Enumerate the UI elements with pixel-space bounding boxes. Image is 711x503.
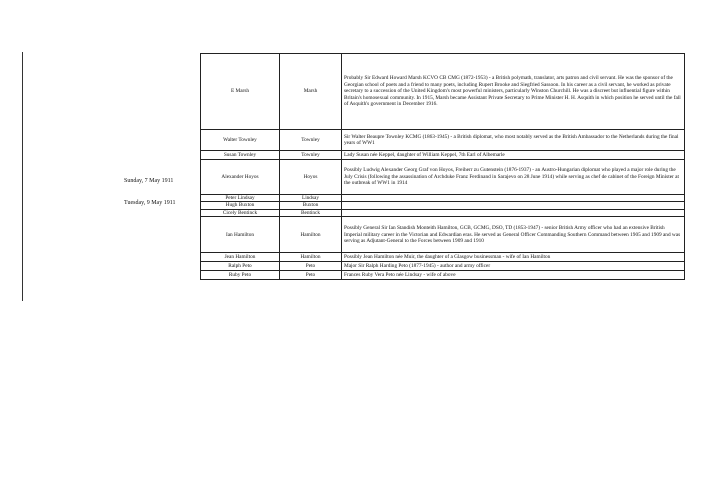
person-surname: Bentinck bbox=[280, 209, 342, 216]
person-name: E Marsh bbox=[201, 54, 280, 130]
person-note: Possibly General Sir Ian Standish Monteith Hamilton, GCB, GCMG, DSO, TD (1853-1947) - senior British Army officer who had an extensive British Imperial military career in the Victorian and Edwardian eras. He served as General Officer Commanding Southern Command between 1905 and 1909 and was serving as Adjutant-General to the Forces between 1909 and 1910 bbox=[342, 217, 685, 253]
date-label-tuesday: Tuesday, 9 May 1911 bbox=[124, 200, 176, 206]
person-surname: Townley bbox=[280, 130, 342, 151]
person-surname: Marsh bbox=[280, 54, 342, 130]
person-note: Possibly Jean Hamilton née Muir, the daughter of a Glasgow businessman - wife of Ian Hamilton bbox=[342, 253, 685, 262]
person-name: Walter Townley bbox=[201, 130, 280, 151]
person-note bbox=[342, 202, 685, 209]
person-surname: Peto bbox=[280, 262, 342, 271]
table-row bbox=[201, 160, 685, 195]
person-name: Ian Hamilton bbox=[201, 217, 280, 253]
person-name: Alexander Hoyos bbox=[201, 160, 280, 195]
person-name: Hugh Buxton bbox=[201, 202, 280, 209]
person-note: Frances Ruby Vera Peto née Lindsay - wife of above bbox=[342, 271, 685, 280]
person-name: Susan Townley bbox=[201, 151, 280, 160]
person-surname: Peto bbox=[280, 271, 342, 280]
person-note: Major Sir Ralph Harding Peto (1877-1945) - author and army officer bbox=[342, 262, 685, 271]
person-name: Peter Lindsay bbox=[201, 195, 280, 202]
table-row bbox=[201, 151, 685, 160]
person-note: Possibly Ludwig Alexander Georg Graf von Hoyos, Freiherr zu Gutenstein (1876-1937) - an Austro-Hungarian diplomat who played a major role during the July Crisis (following the assassination of Archduke Franz Ferdinand in Sarajevo on 28 June 1914) while serving as chef de cabinet of the Foreign Minister at the outbreak of WW1 in 1914 bbox=[342, 160, 685, 195]
person-note: Lady Susan née Keppel, daughter of William Keppel, 7th Earl of Albemarle bbox=[342, 151, 685, 160]
table-row bbox=[201, 130, 685, 151]
date-label-sunday: Sunday, 7 May 1911 bbox=[124, 178, 174, 184]
person-surname: Hamilton bbox=[280, 217, 342, 253]
person-note: Probably Sir Edward Howard Marsh KCVO CB CMG (1872-1953) - a British polymath, translator, arts patron and civil servant. He was the sponsor of the Georgian school of poets and a friend to many poets, including Rupert Brooke and Siegfried Sassoon. In his career as a civil servant, he worked as private secretary to a succession of the United Kingdom's most powerful ministers, particularly Winston Churchill. He was a discreet but influential figure within Britain's homosexual community. In 1915, Marsh became Assistant Private Secretary to Prime Minister H. H. Asquith in which position he served until the fall of Asquith's government in December 1916. bbox=[342, 54, 685, 130]
table-row bbox=[201, 195, 685, 202]
people-table bbox=[200, 53, 685, 280]
person-note bbox=[342, 195, 685, 202]
table-row bbox=[201, 202, 685, 209]
person-note: Sir Walter Beaupre Townley KCMG (1863-1945) - a British diplomat, who most notably served as the British Ambassador to the Netherlands during the final years of WW1 bbox=[342, 130, 685, 151]
table-row bbox=[201, 209, 685, 216]
table-row bbox=[201, 217, 685, 253]
table-row bbox=[201, 253, 685, 262]
table-row bbox=[201, 262, 685, 271]
person-surname: Lindsay bbox=[280, 195, 342, 202]
person-surname: Hoyos bbox=[280, 160, 342, 195]
person-name: Jean Hamilton bbox=[201, 253, 280, 262]
table-row bbox=[201, 271, 685, 280]
person-surname: Hamilton bbox=[280, 253, 342, 262]
person-name: Ralph Peto bbox=[201, 262, 280, 271]
left-margin-rule bbox=[22, 52, 23, 301]
person-name: Ruby Peto bbox=[201, 271, 280, 280]
table-row bbox=[201, 54, 685, 130]
person-note bbox=[342, 209, 685, 216]
person-surname: Buxton bbox=[280, 202, 342, 209]
person-surname: Townley bbox=[280, 151, 342, 160]
person-name: Cicely Bentinck bbox=[201, 209, 280, 216]
